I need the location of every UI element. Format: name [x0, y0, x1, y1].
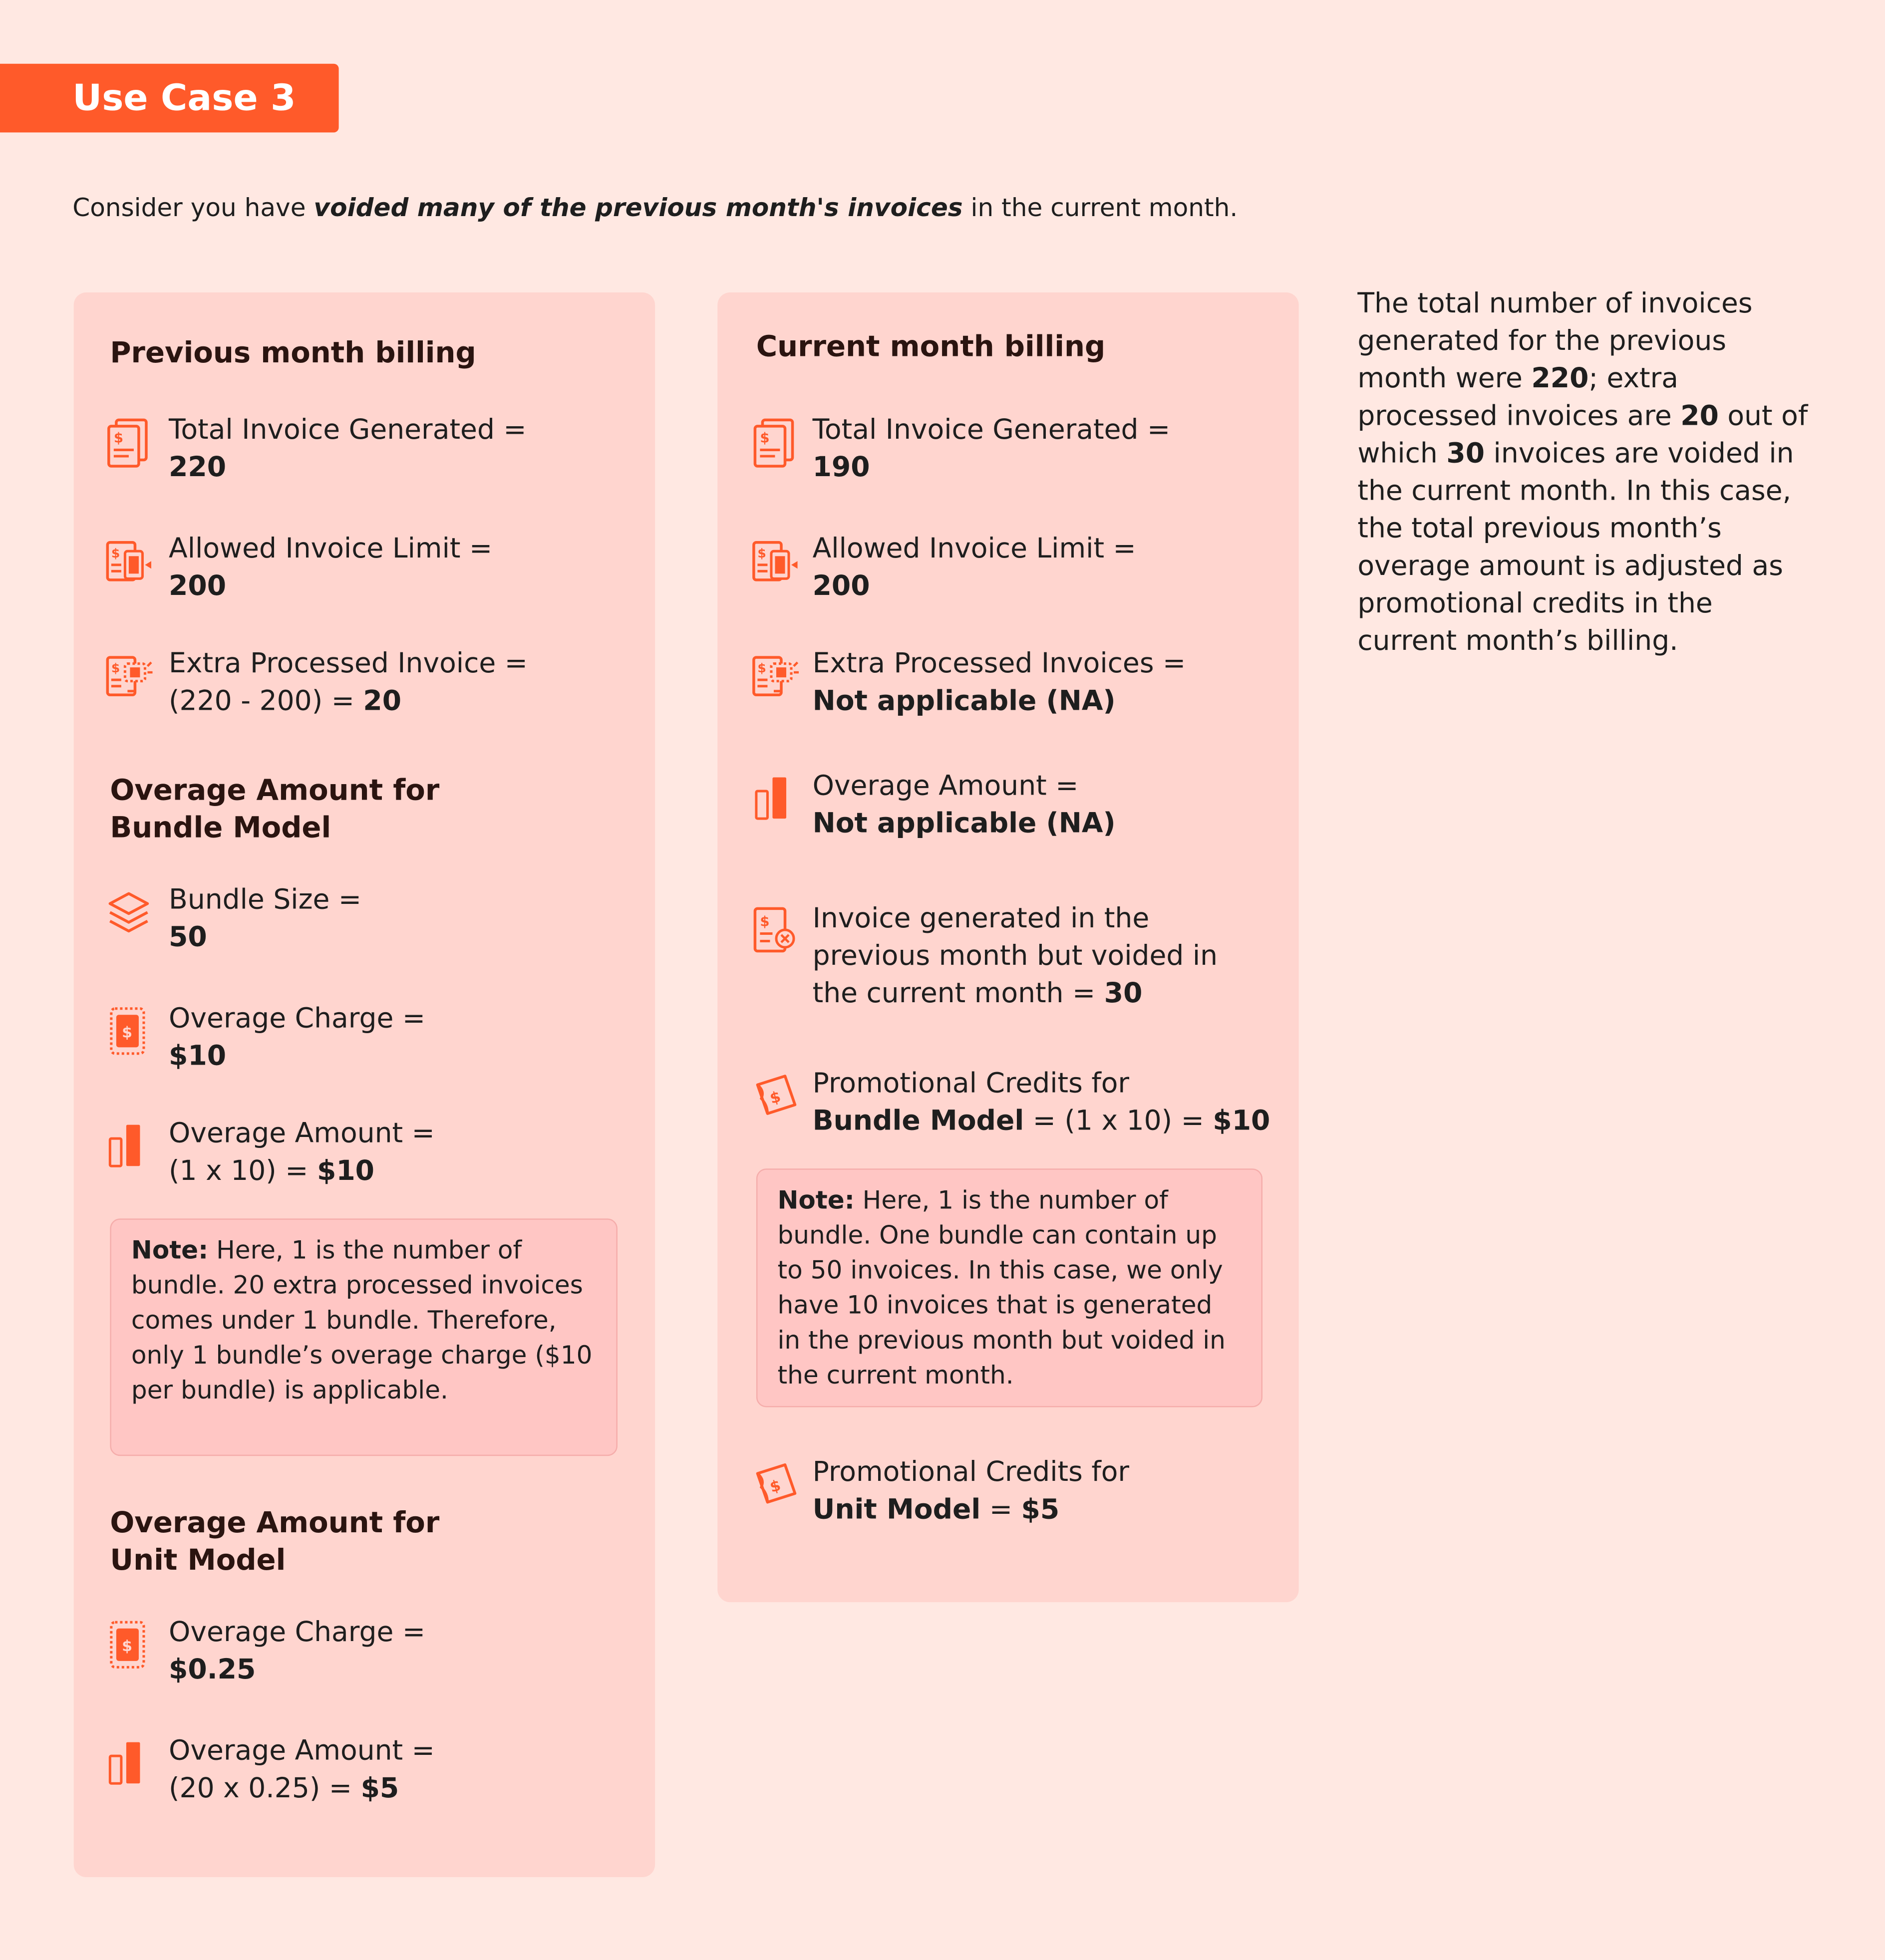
promo-credits-unit: Promotional Credits for Unit Model = $5: [812, 1457, 1130, 1526]
bar-chart-icon: [104, 1737, 154, 1790]
use-case-badge: Use Case 3: [0, 64, 339, 133]
unit-overage-charge: Overage Charge = $0.25: [169, 1617, 426, 1686]
curr-total-invoices: Total Invoice Generated = 190: [812, 415, 1171, 484]
intro-text: Consider you have voided many of the previous month's invoices in the current month.: [72, 192, 1238, 223]
curr-extra-processed: Extra Processed Invoices = Not applicable (NA): [812, 648, 1186, 718]
prev-allowed-limit: Allowed Invoice Limit = 200: [169, 534, 493, 602]
invoice-limit-icon: [750, 535, 800, 587]
extra-invoice-icon: [750, 650, 800, 702]
curr-allowed-limit: Allowed Invoice Limit = 200: [812, 534, 1136, 602]
invoice-limit-icon: [104, 535, 154, 587]
promo-ticket-icon: [750, 1458, 800, 1511]
intro-emphasis: voided many of the previous month's invoices: [314, 192, 963, 223]
curr-overage-amount: Overage Amount = Not applicable (NA): [812, 771, 1116, 840]
bundle-note: Note: Here, 1 is the number of bundle. 20 extra processed invoices comes under 1 bundle. Therefore, only 1 bundle’s overage charge ($10 per bundle) is applicable.: [110, 1218, 618, 1456]
promo-note: Note: Here, 1 is the number of bundle. One bundle can contain up to 50 invoices. In this case, we only have 10 invoices that is generated in the previous month but voided in the current month.: [756, 1168, 1262, 1407]
bundle-overage-charge: Overage Charge = $10: [169, 1003, 426, 1073]
promo-ticket-icon: [750, 1070, 800, 1122]
overage-charge-icon: [104, 1005, 154, 1057]
bar-chart-icon: [750, 772, 800, 825]
overage-charge-icon: [104, 1619, 154, 1671]
promo-credits-bundle: Promotional Credits for Bundle Model = (1 x 10) = $10: [812, 1068, 1270, 1137]
layers-icon: [104, 887, 154, 940]
previous-month-title: Previous month billing: [110, 337, 476, 370]
unit-overage-amount: Overage Amount = (20 x 0.25) = $5: [169, 1736, 435, 1805]
bundle-model-heading: Overage Amount for Bundle Model: [110, 775, 440, 845]
extra-invoice-icon: [104, 650, 154, 702]
explanation-text: The total number of invoices generated for the previous month were 220; extra processed invoices are 20 out of which 30 invoices are voided in the current month. In this case, the total previous month’s overage amount is adjusted as promotional credits in the current month’s billing.: [1357, 288, 1808, 658]
invoice-stack-icon: [750, 417, 800, 470]
invoice-stack-icon: [104, 417, 154, 470]
bar-chart-icon: [104, 1120, 154, 1172]
current-month-title: Current month billing: [756, 331, 1106, 364]
prev-extra-processed: Extra Processed Invoice = (220 - 200) = 20: [169, 648, 528, 718]
voided-invoice-icon: [750, 905, 800, 957]
bundle-size: Bundle Size = 50: [169, 884, 362, 954]
unit-model-heading: Overage Amount for Unit Model: [110, 1507, 440, 1578]
bundle-overage-amount: Overage Amount = (1 x 10) = $10: [169, 1119, 435, 1187]
prev-total-invoices: Total Invoice Generated = 220: [169, 415, 527, 484]
voided-invoices: Invoice generated in the previous month but voided in the current month = 30: [812, 903, 1218, 1010]
